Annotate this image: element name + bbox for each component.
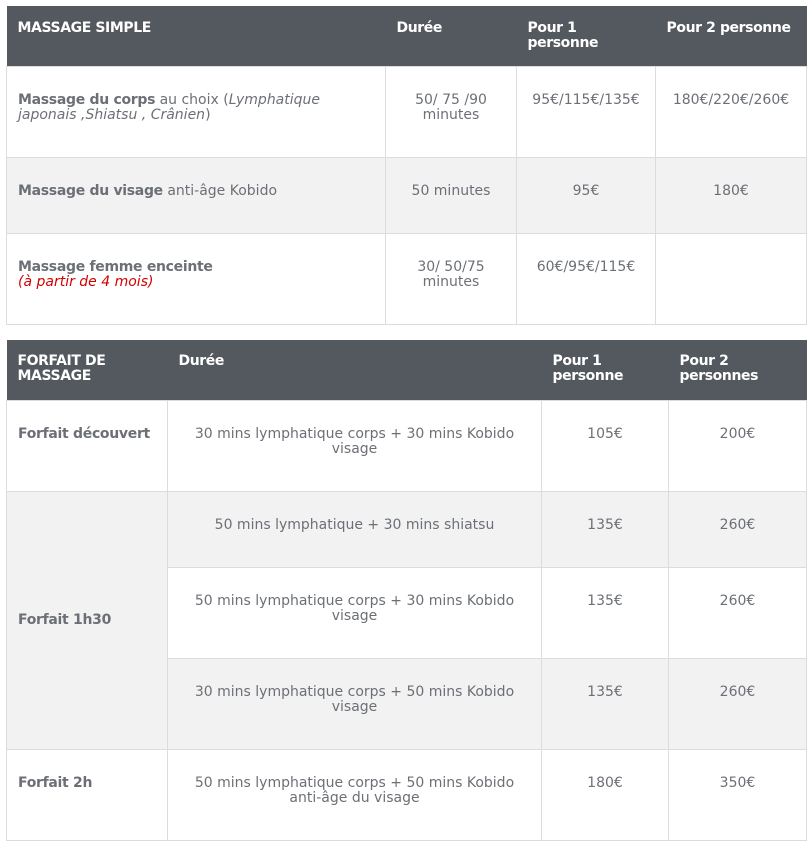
price-1-cell: 135€ bbox=[542, 491, 669, 567]
table-row bbox=[7, 400, 807, 491]
forfait-name-cell: Forfait 2h bbox=[7, 749, 168, 840]
duration-cell: 50 mins lymphatique corps + 30 mins Kobido visage bbox=[168, 567, 542, 658]
massage-name-bold: Massage du corps bbox=[18, 91, 156, 108]
massage-simple-table bbox=[6, 6, 807, 325]
price-1-cell: 95€ bbox=[517, 157, 656, 233]
price-2-cell: 200€ bbox=[669, 400, 807, 491]
price-2-cell: 260€ bbox=[669, 491, 807, 567]
price-2-cell bbox=[656, 233, 807, 324]
header-duree: Durée bbox=[168, 340, 542, 400]
price-1-cell: 60€/95€/115€ bbox=[517, 233, 656, 324]
header-forfait-de-massage: FORFAIT DE MASSAGE bbox=[7, 340, 168, 400]
duration-cell: 50/ 75 /90 minutes bbox=[386, 66, 517, 157]
price-1-cell: 95€/115€/135€ bbox=[517, 66, 656, 157]
massage-name-rest: anti-âge Kobido bbox=[162, 182, 278, 199]
header-pour-1-personne: Pour 1 personne bbox=[542, 340, 669, 400]
price-2-cell: 350€ bbox=[669, 749, 807, 840]
price-1-cell: 135€ bbox=[542, 658, 669, 749]
price-2-cell: 180€/220€/260€ bbox=[656, 66, 807, 157]
duration-cell: 50 mins lymphatique + 30 mins shiatsu bbox=[168, 491, 542, 567]
price-2-cell: 180€ bbox=[656, 157, 807, 233]
header-pour-2-personnes: Pour 2 personnes bbox=[669, 340, 807, 400]
duration-cell: 50 mins lymphatique corps + 50 mins Kobido anti-âge du visage bbox=[168, 749, 542, 840]
price-1-cell: 180€ bbox=[542, 749, 669, 840]
forfait-name-cell: Forfait 1h30 bbox=[7, 491, 168, 749]
price-2-cell: 260€ bbox=[669, 658, 807, 749]
header-pour-2-personne: Pour 2 personne bbox=[656, 6, 807, 66]
price-1-cell: 135€ bbox=[542, 567, 669, 658]
massage-name-cell bbox=[7, 66, 386, 157]
forfait-massage-table bbox=[6, 340, 807, 841]
massage-name-italic: Lymphatique japonais ,Shiatsu , Crânien bbox=[18, 91, 321, 123]
massage-name-bold: Massage du visage bbox=[18, 182, 163, 199]
table-row bbox=[7, 749, 807, 840]
duration-cell: 30 mins lymphatique corps + 30 mins Kobido visage bbox=[168, 400, 542, 491]
massage-note: (à partir de 4 mois) bbox=[18, 273, 154, 290]
massage-name-cell bbox=[7, 157, 386, 233]
massage-name-rest: au choix ( bbox=[155, 91, 229, 108]
duration-cell: 50 minutes bbox=[386, 157, 517, 233]
price-1-cell: 105€ bbox=[542, 400, 669, 491]
header-massage-simple: MASSAGE SIMPLE bbox=[7, 6, 386, 66]
table-row bbox=[7, 491, 807, 567]
table-header-row bbox=[7, 6, 807, 66]
forfait-name-cell: Forfait découvert bbox=[7, 400, 168, 491]
table-row bbox=[7, 66, 807, 157]
massage-name-cell bbox=[7, 233, 386, 324]
duration-cell: 30/ 50/75 minutes bbox=[386, 233, 517, 324]
table-row bbox=[7, 157, 807, 233]
table-header-row bbox=[7, 340, 807, 400]
massage-name-end: ) bbox=[205, 106, 211, 123]
duration-cell: 30 mins lymphatique corps + 50 mins Kobido visage bbox=[168, 658, 542, 749]
price-2-cell: 260€ bbox=[669, 567, 807, 658]
table-row bbox=[7, 233, 807, 324]
header-duree: Durée bbox=[386, 6, 517, 66]
massage-name-bold: Massage femme enceinte bbox=[18, 258, 213, 275]
header-pour-1-personne: Pour 1 personne bbox=[517, 6, 656, 66]
